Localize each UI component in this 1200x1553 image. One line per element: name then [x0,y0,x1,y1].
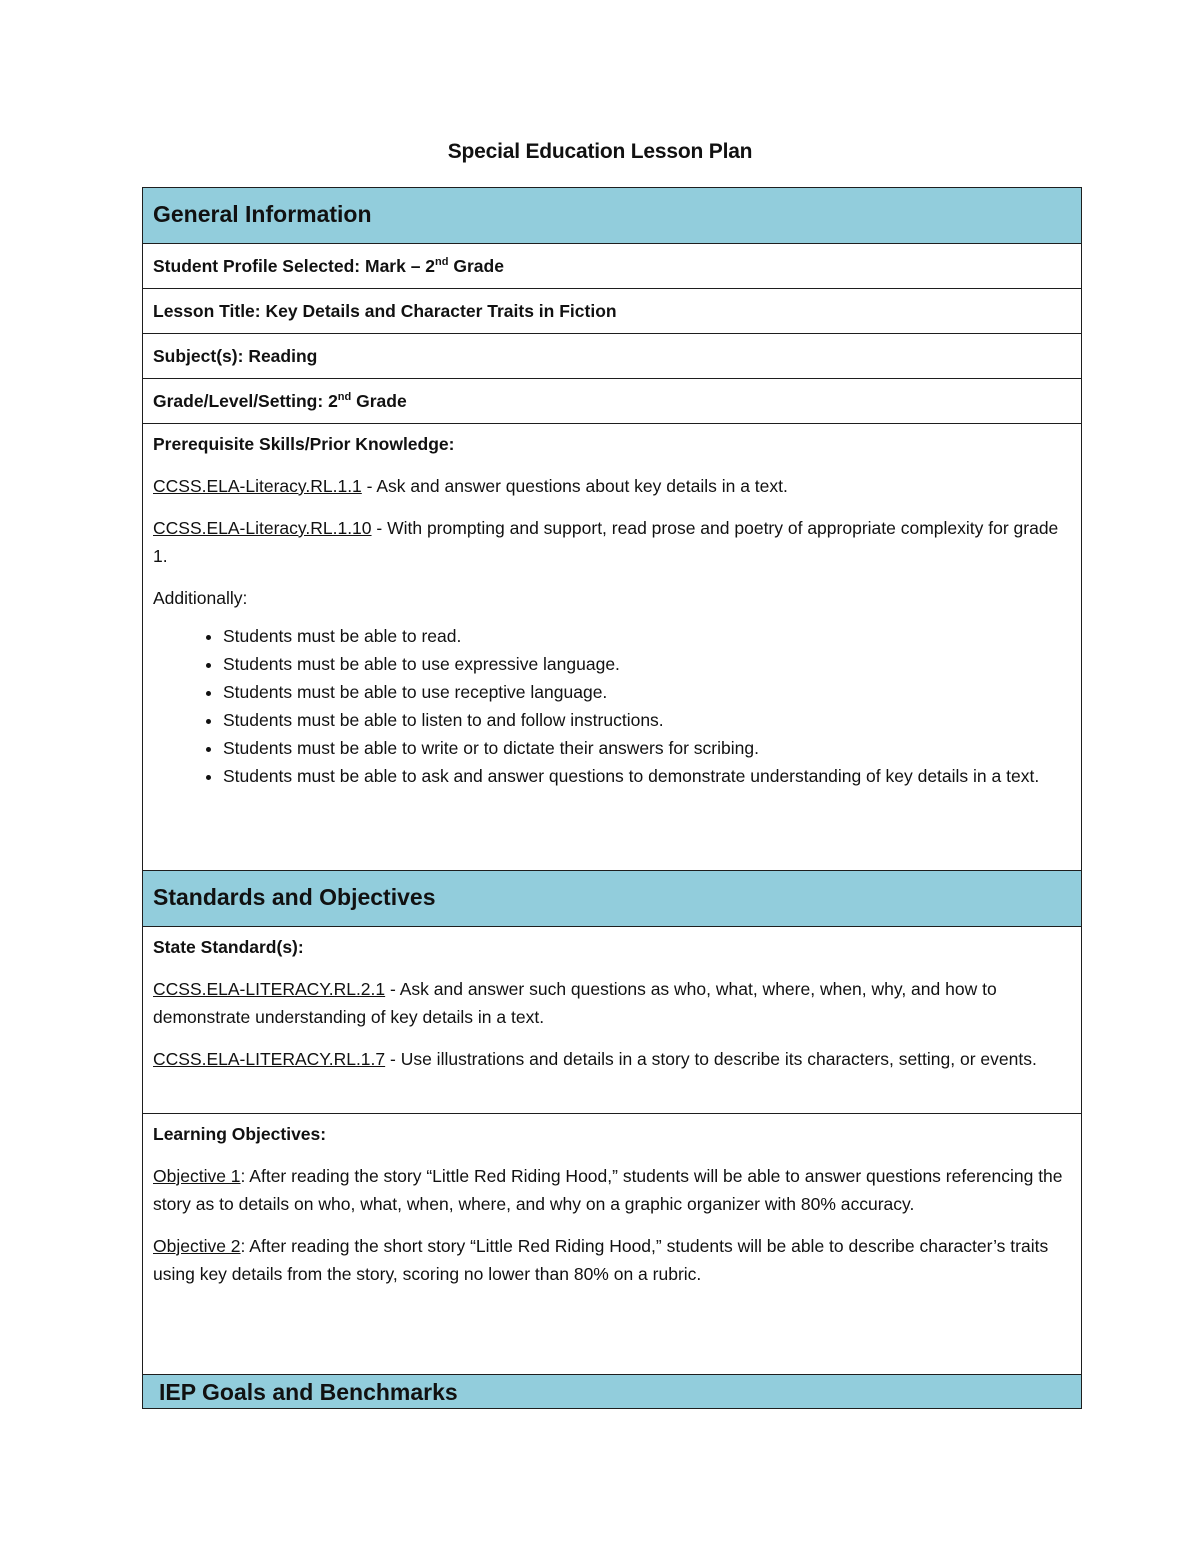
list-item: • Students must be able to ask and answer questions to demonstrate understanding of key details in a text. [223,762,1071,790]
list-item: • Students must be able to listen to and follow instructions. [223,706,1071,734]
general-information-header [143,188,1082,244]
list-item: • Students must be able to use expressive language. [223,650,1071,678]
state-standard: CCSS.ELA-LITERACY.RL.2.1 - Ask and answer such questions as who, what, where, when, why, and how to demonstrate understanding of key details in a text. [153,979,997,1027]
field-label: Lesson Title: [153,301,261,321]
field-value: Reading [248,346,318,366]
learning-objectives-row [143,1114,1082,1375]
prerequisites-row [143,424,1082,871]
section-heading: General Information [143,188,1082,244]
subjects-row [143,334,1082,379]
objective-link: Objective 1 [153,1166,241,1186]
prerequisite-list [153,622,1071,790]
list-item: • Students must be able to write or to dictate their answers for scribing. [223,734,1071,762]
objective-link: Objective 2 [153,1236,241,1256]
field-value: Mark – 2nd Grade [365,256,504,276]
iep-goals-header [143,1375,1082,1409]
prerequisite-standard: CCSS.ELA-Literacy.RL.1.10 - With prompting and support, read prose and poetry of appropriate complexity for grade 1. [153,518,1059,566]
prerequisites-label: Prerequisite Skills/Prior Knowledge: [153,434,455,454]
lesson-title-row [143,289,1082,334]
learning-objective: Objective 1: After reading the story “Little Red Riding Hood,” students will be able to answer questions referencing the story as to details on who, what, when, where, and why on a graphic organizer with 80% accuracy. [153,1166,1063,1214]
prerequisite-standard: CCSS.ELA-Literacy.RL.1.1 - Ask and answer questions about key details in a text. [153,476,788,496]
document-title: Special Education Lesson Plan [447,140,753,163]
field-label: Student Profile Selected: [153,256,361,276]
lesson-plan-table [142,187,1082,1409]
list-item: • Students must be able to read. [223,622,1071,650]
standards-objectives-header [143,871,1082,927]
standard-link[interactable]: CCSS.ELA-LITERACY.RL.2.1 [153,979,386,999]
field-label: Subject(s): [153,346,244,366]
section-heading: IEP Goals and Benchmarks [143,1375,1082,1409]
field-value: 2nd Grade [328,391,407,411]
state-standards-label: State Standard(s): [153,937,304,957]
state-standards-row [143,927,1082,1114]
list-item: • Students must be able to use receptive language. [223,678,1071,706]
learning-objectives-label: Learning Objectives: [153,1124,327,1144]
standard-link[interactable]: CCSS.ELA-Literacy.RL.1.1 [153,476,362,496]
standard-link[interactable]: CCSS.ELA-LITERACY.RL.1.7 [153,1049,386,1069]
field-label: Grade/Level/Setting: [153,391,324,411]
state-standard: CCSS.ELA-LITERACY.RL.1.7 - Use illustrations and details in a story to describe its characters, setting, or events. [153,1049,1037,1069]
section-heading: Standards and Objectives [143,871,1082,927]
additionally-label: Additionally: [153,588,248,608]
standard-link[interactable]: CCSS.ELA-Literacy.RL.1.10 [153,518,372,538]
learning-objective: Objective 2: After reading the short story “Little Red Riding Hood,” students will be able to describe character’s traits using key details from the story, scoring no lower than 80% on a rubric. [153,1236,1049,1284]
field-value: Key Details and Character Traits in Fiction [265,301,617,321]
student-profile-row [143,244,1082,289]
grade-level-row [143,379,1082,424]
